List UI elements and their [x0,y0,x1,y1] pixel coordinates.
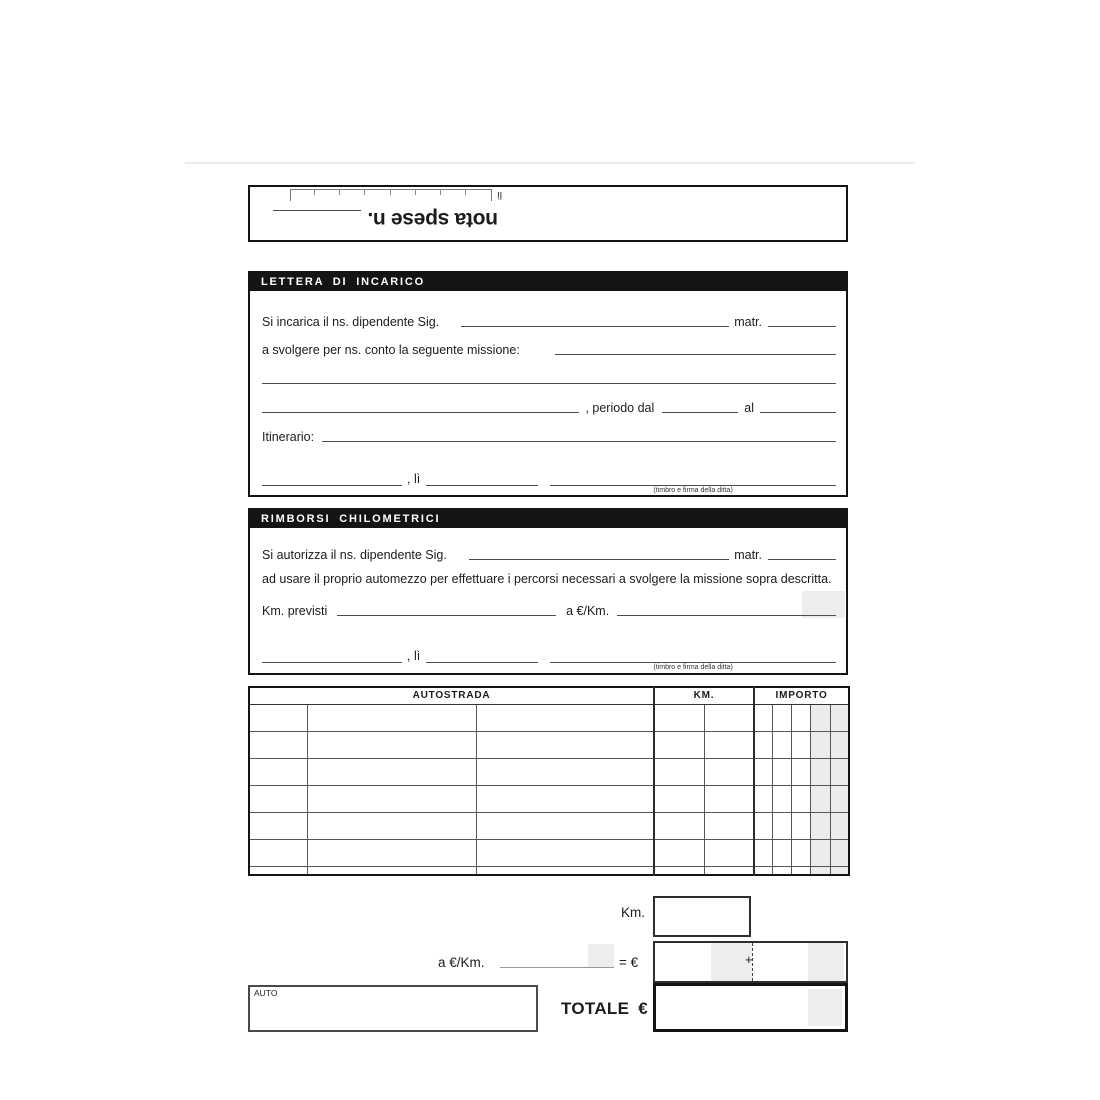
al-label: al [744,400,754,415]
table-cell[interactable] [307,758,476,785]
table-cell[interactable] [704,785,754,812]
missione-line-3[interactable] [262,412,579,413]
eur-km-total-grey-chip [588,944,614,967]
euro-sign: € [638,999,648,1018]
table-cell[interactable] [476,839,654,866]
importo-header: IMPORTO [754,687,849,704]
rimborsi-chilometrici-section [248,508,848,675]
table-cell[interactable] [791,812,810,839]
table-cell[interactable] [249,704,307,731]
eur-km-total-line[interactable] [500,967,614,968]
table-cell[interactable] [830,785,849,812]
table-cell[interactable] [772,866,791,875]
table-cell[interactable] [654,731,704,758]
table-cell[interactable] [249,839,307,866]
table-row [249,839,849,866]
table-cell[interactable] [772,731,791,758]
table-row [249,704,849,731]
table-cell[interactable] [704,731,754,758]
table-cell[interactable] [791,731,810,758]
table-cell[interactable] [830,866,849,875]
table-cell[interactable] [249,812,307,839]
table-cell[interactable] [704,866,754,875]
nota-spese-stub [248,185,848,242]
table-cell[interactable] [704,758,754,785]
table-cell[interactable] [249,866,307,875]
table-cell[interactable] [810,812,830,839]
table-cell[interactable] [772,812,791,839]
table-cell[interactable] [249,731,307,758]
table-cell[interactable] [791,866,810,875]
table-cell[interactable] [654,812,704,839]
subtotal-grey-right-band [808,943,844,981]
table-cell[interactable] [830,704,849,731]
table-cell[interactable] [476,758,654,785]
table-cell[interactable] [249,758,307,785]
table-cell[interactable] [654,785,704,812]
nota-spese-label: nota spese n. [367,207,498,231]
table-cell[interactable] [754,839,772,866]
table-cell[interactable] [754,704,772,731]
table-cell[interactable] [754,785,772,812]
table-cell[interactable] [810,785,830,812]
auto-label: AUTO [254,988,278,998]
table-cell[interactable] [791,839,810,866]
matr-line[interactable] [768,326,836,327]
table-cell[interactable] [476,866,654,875]
table-cell[interactable] [791,704,810,731]
table-row [249,812,849,839]
table-cell[interactable] [791,758,810,785]
totale-box[interactable] [653,983,848,1032]
luogo-line-2[interactable] [262,662,402,663]
periodo-dal-label: , periodo dal [585,400,655,415]
luogo-line[interactable] [262,485,402,486]
matr-label-2: matr. [734,547,762,562]
table-cell[interactable] [476,785,654,812]
table-cell[interactable] [772,839,791,866]
table-cell[interactable] [307,785,476,812]
table-cell[interactable] [307,812,476,839]
km-total-box[interactable] [653,896,751,937]
table-cell[interactable] [654,839,704,866]
table-cell[interactable] [754,866,772,875]
missione-line-2[interactable] [262,383,836,384]
page-divider [185,162,915,164]
autorizza-label: Si autorizza il ns. dipendente Sig. [262,547,447,562]
table-cell[interactable] [307,866,476,875]
plus-sign: + [745,952,753,967]
table-cell[interactable] [704,704,754,731]
table-cell[interactable] [810,731,830,758]
km-header: KM. [654,687,754,704]
dipendente-name-line-2[interactable] [469,559,729,560]
table-cell[interactable] [754,731,772,758]
missione-label: a svolgere per ns. conto la seguente missione: [262,342,520,357]
table-cell[interactable] [830,731,849,758]
timbro-caption: (timbro e firma della ditta) [653,487,733,494]
periodo-dal-line[interactable] [662,412,738,413]
matr-line-2[interactable] [768,559,836,560]
table-cell[interactable] [307,731,476,758]
itinerario-label: Itinerario: [262,429,315,444]
table-cell[interactable] [810,704,830,731]
autostrada-header: AUTOSTRADA [249,687,654,704]
table-header-row [249,687,849,704]
data-line[interactable] [426,485,538,486]
table-cell[interactable] [249,785,307,812]
table-cell[interactable] [791,785,810,812]
equals-euro-label: = € [619,955,639,970]
totale-label: TOTALE € [561,999,648,1018]
missione-line-1[interactable] [555,354,836,355]
table-cell[interactable] [307,704,476,731]
table-cell[interactable] [654,866,704,875]
data-line-2[interactable] [426,662,538,663]
rimborsi-header-bar: RIMBORSI CHILOMETRICI [250,510,846,528]
table-row-short [249,866,849,875]
table-cell[interactable] [830,812,849,839]
table-cell[interactable] [810,839,830,866]
spese-table [248,686,850,876]
km-previsti-line[interactable] [337,615,556,616]
table-cell[interactable] [754,812,772,839]
periodo-al-line[interactable] [760,412,836,413]
table-cell[interactable] [704,812,754,839]
km-total-label: Km. [620,905,645,920]
table-cell[interactable] [830,839,849,866]
lettera-header-bar: LETTERA DI INCARICO [250,273,846,291]
table-cell[interactable] [704,839,754,866]
matr-label: matr. [734,314,762,329]
subtotal-box[interactable] [653,941,848,983]
table-cell[interactable] [476,704,654,731]
li-label: lì [497,189,502,200]
eur-km-label: a €/Km. [566,603,610,618]
timbro-caption-2: (timbro e firma della ditta) [653,664,733,671]
km-previsti-label: Km. previsti [262,603,328,618]
li-label-2: , lì [407,648,421,663]
li-label: , lì [407,471,421,486]
automezzo-text: ad usare il proprio automezzo per effettuare i percorsi necessari a svolgere la missione sopra descritta. [262,571,832,586]
table-cell[interactable] [307,839,476,866]
lettera-di-incarico-section [248,271,848,497]
table-cell[interactable] [772,785,791,812]
date-ruler-line[interactable] [290,189,492,201]
totale-grey-band [808,989,842,1026]
table-cell[interactable] [476,812,654,839]
table-cell[interactable] [810,866,830,875]
itinerario-line[interactable] [322,441,836,442]
table-cell[interactable] [830,758,849,785]
nota-spese-rotated-content [250,187,846,240]
eur-km-line[interactable] [617,615,836,616]
eur-km-total-label: a €/Km. [438,955,485,970]
table-cell[interactable] [810,758,830,785]
table-cell[interactable] [772,758,791,785]
table-cell[interactable] [476,731,654,758]
incarica-label: Si incarica il ns. dipendente Sig. [262,314,440,329]
table-cell[interactable] [654,758,704,785]
dipendente-name-line[interactable] [461,326,729,327]
table-row [249,785,849,812]
table-row [249,731,849,758]
table-row [249,758,849,785]
table-cell[interactable] [754,758,772,785]
table-cell[interactable] [772,704,791,731]
nota-spese-number-line[interactable] [273,210,361,211]
table-cell[interactable] [654,704,704,731]
